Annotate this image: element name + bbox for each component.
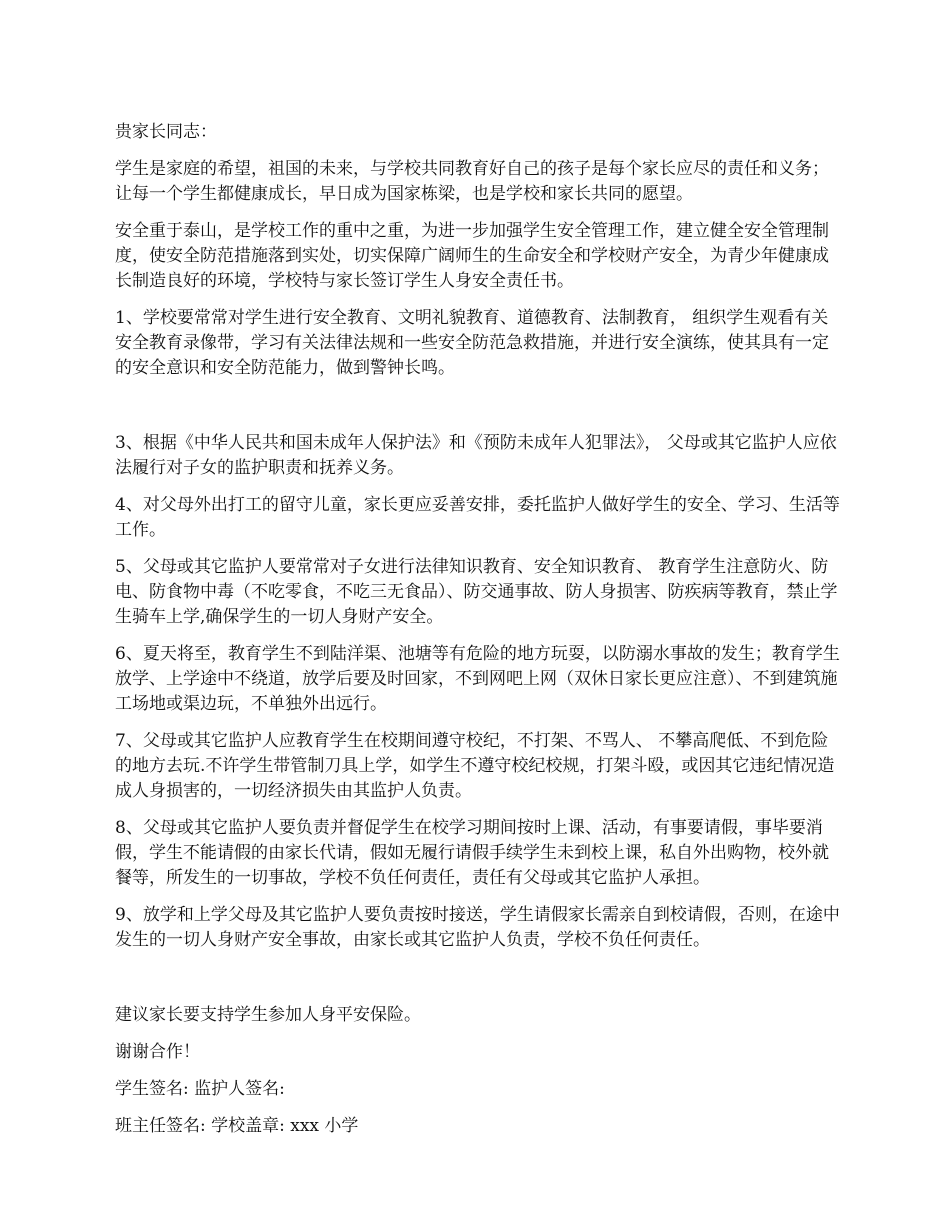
thanks-line: 谢谢合作！	[115, 1042, 200, 1062]
signature-line-1: 学生签名: 监护人签名:	[115, 1079, 285, 1099]
list-item: 8、父母或其它监护人要负责并督促学生在校学习期间按时上课、活动，有事要请假，事毕要消假，学生不能请假的由家长代请，假如无履行请假手续学生未到校上课，私自外出购物，校外就餐等，所发生的一切事故，学校不负任何责任，责任有父母或其它监护人承担。	[115, 818, 829, 888]
list-item: 4、对父母外出打工的留守儿童，家长更应妥善安排，委托监护人做好学生的安全、学习、生活等工作。	[115, 495, 840, 540]
list-item: 9、放学和上学父母及其它监护人要负责按时接送，学生请假家长需亲自到校请假，否则，在途中发生的一切人身财产安全事故，由家长或其它监护人负责，学校不负任何责任。	[115, 905, 840, 950]
intro-paragraph-2: 安全重于泰山，是学校工作的重中之重，为进一步加强学生安全管理工作，建立健全安全管理制度，使安全防范措施落到实处，切实保障广阔师生的生命安全和学校财产安全，为青少年健康成长制造良好的环境，学校特与家长签订学生人身安全责任书。	[115, 221, 829, 291]
signature-line-2: 班主任签名: 学校盖章: xxx 小学	[115, 1116, 359, 1136]
blank-gap	[115, 393, 845, 431]
list-item: 3、根据《中华人民共和国未成年人保护法》和《预防未成年人犯罪法》， 父母或其它监护人应依法履行对子女的监护职责和抚养义务。	[115, 433, 837, 478]
list-item: 7、父母或其它监护人应教育学生在校期间遵守校纪，不打架、不骂人、 不攀高爬低、不到危险的地方去玩.不许学生带管制刀具上学，如学生不遵守校纪校规，打架斗殴，或因其它违纪情况造成人身损害的，一切经济损失由其监护人负责。	[115, 731, 835, 801]
list-item: 1、学校要常常对学生进行安全教育、文明礼貌教育、道德教育、法制教育， 组织学生观看有关安全教育录像带，学习有关法律法规和一些安全防范急救措施，并进行安全演练，使其具有一定的安全意识和安全防范能力，做到警钟长鸣。	[115, 308, 829, 378]
blank-gap	[115, 965, 845, 1003]
salutation: 贵家长同志：	[115, 122, 217, 142]
document-page	[115, 120, 845, 1151]
list-item: 6、夏天将至，教育学生不到陆洋渠、池塘等有危险的地方玩耍，以防溺水事故的发生；教育学生放学、上学途中不绕道，放学后要及时回家，不到网吧上网（双休日家长更应注意）、不到建筑施工场地或渠边玩，不单独外出远行。	[115, 644, 840, 714]
intro-paragraph-1: 学生是家庭的希望，祖国的未来，与学校共同教育好自己的孩子是每个家长应尽的责任和义务；让每一个学生都健康成长，早日成为国家栋梁，也是学校和家长共同的愿望。	[115, 159, 829, 204]
suggestion-line: 建议家长要支持学生参加人身平安保险。	[115, 1005, 421, 1025]
list-item: 5、父母或其它监护人要常常对子女进行法律知识教育、安全知识教育、 教育学生注意防火、防电、防食物中毒（不吃零食，不吃三无食品）、防交通事故、防人身损害、防疾病等教育，禁止学生骑车上学,确保学生的一切人身财产安全。	[115, 557, 838, 627]
